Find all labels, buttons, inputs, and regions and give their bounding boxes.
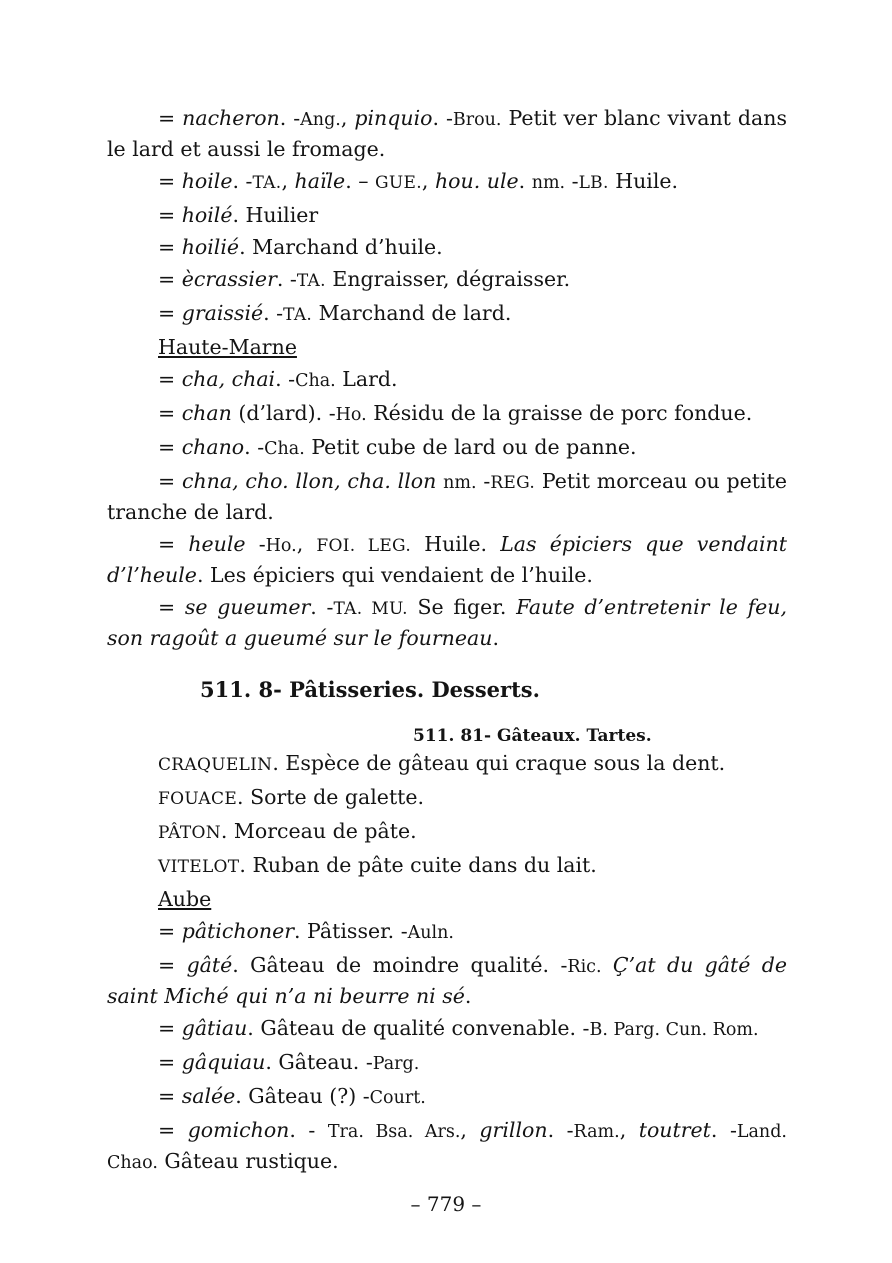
entry-gate: = gâté. Gâteau de moindre qualité. -Ric. Ç’at du gâté de saint Miché qui n’a ni beurre ni sé. [107, 953, 787, 1008]
entry-se-gueumer: = se gueumer. -TA. MU. Se figer. Faute d’entretenir le feu, son ragoût a gueumé sur le fourneau. [107, 595, 788, 650]
entry-hoile-huilier: = hoilé. Huilier [158, 203, 319, 227]
entry-cha: = cha, chai. -Cha. Lard. [158, 367, 398, 391]
page-number: – 779 – [410, 1192, 482, 1216]
entry-ecrassier: = ècrassier. -TA. Engraisser, dégraisser. [158, 267, 571, 291]
entry-salee: = salée. Gâteau (?) -Court. [158, 1084, 426, 1108]
entry-chano: = chano. -Cha. Petit cube de lard ou de panne. [158, 435, 637, 459]
entry-chna: = chna, cho. llon, cha. llon nm. -REG. Petit morceau ou petite tranche de lard. [107, 469, 787, 524]
entry-gaquiau: = gâquiau. Gâteau. -Parg. [158, 1050, 420, 1074]
entry-nacheron: = nacheron. -Ang., pinquio. -Brou. Petit ver blanc vivant dans le lard et aussi le fromage. [107, 106, 787, 161]
entry-chan: = chan (d’lard). -Ho. Résidu de la graisse de porc fondue. [158, 401, 753, 425]
entry-paton: PÂTON. Morceau de pâte. [158, 819, 417, 843]
entry-hoile: = hoile. -TA., haïle. – GUE., hou. ule. nm. -LB. Huile. [158, 169, 679, 193]
entry-hoilie: = hoilié. Marchand d’huile. [158, 235, 443, 259]
subsection-title: 511. 81- Gâteaux. Tartes. [413, 726, 652, 746]
entry-heule: = heule -Ho., FOI. LEG. Huile. Las épiciers que vendaint d’l’heule. Les épiciers qui vendaient de l’huile. [107, 532, 787, 587]
entry-craquelin: CRAQUELIN. Espèce de gâteau qui craque sous la dent. [158, 751, 726, 775]
page-body [107, 104, 787, 1181]
region-heading-aube: Aube [158, 887, 212, 911]
entry-gomichon: = gomichon. - Tra. Bsa. Ars., grillon. -Ram., toutret. -Land. Chao. Gâteau rustique. [107, 1118, 787, 1173]
entry-gatiau: = gâtiau. Gâteau de qualité convenable. -B. Parg. Cun. Rom. [158, 1016, 759, 1040]
entry-patichoner: = pâtichoner. Pâtisser. -Auln. [158, 919, 454, 943]
entry-graissie: = graissié. -TA. Marchand de lard. [158, 301, 512, 325]
region-heading-haute-marne: Haute-Marne [158, 335, 297, 359]
entry-vitelot: VITELOT. Ruban de pâte cuite dans du lait. [158, 853, 597, 877]
entry-fouace: FOUACE. Sorte de galette. [158, 785, 425, 809]
section-title: 511. 8- Pâtisseries. Desserts. [200, 677, 540, 702]
